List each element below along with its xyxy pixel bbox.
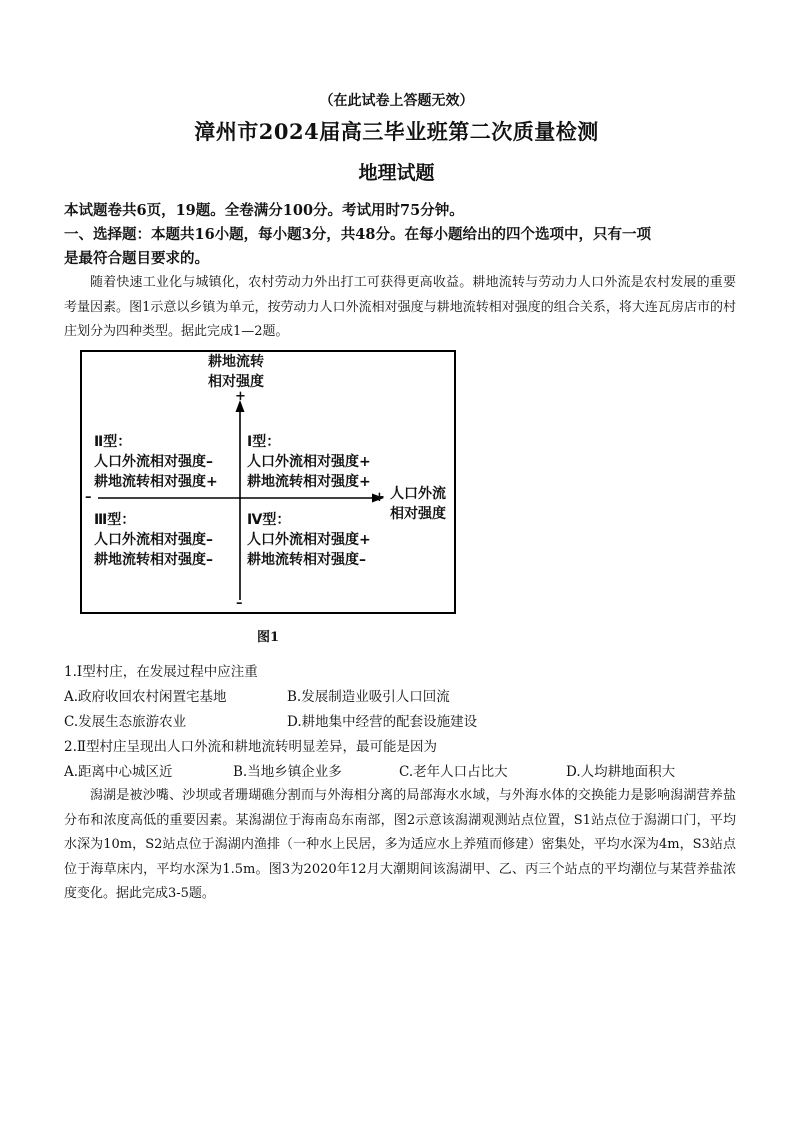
type2-line2: 耕地流转相对强度+	[94, 474, 218, 490]
x-axis-plus: +	[374, 490, 385, 505]
question-2-option-a[interactable]: A.距离中心城区近	[64, 764, 173, 780]
exam-title: 漳州市2024届高三毕业班第二次质量检测	[194, 119, 599, 144]
question-1-option-a[interactable]: A.政府收回农村闲置宅基地	[64, 689, 227, 705]
exam-subject: 地理试题	[358, 162, 435, 184]
y-axis-plus: +	[235, 389, 246, 404]
passage-1: 随着快速工业化与城镇化，农村劳动力外出打工可获得更高收益。耕地流转与劳动力人口外流是农村发展的重要考量因素。图1示意以乡镇为单元，按劳动力人口外流相对强度与耕地流转相对强度的组合关系，将大连瓦房店市的村庄划分为四种类型。据此完成1—2题。	[64, 275, 736, 339]
question-1-option-b[interactable]: B.发展制造业吸引人口回流	[287, 689, 450, 705]
type2-line1: 人口外流相对强度–	[94, 454, 213, 470]
section-instruction-line1: 一、选择题：本题共16小题，每小题3分，共48分。在每小题给出的四个选项中，只有一项	[64, 226, 651, 243]
type1-line2: 耕地流转相对强度+	[247, 474, 371, 490]
passage-2: 潟湖是被沙嘴、沙坝或者珊瑚礁分割而与外海相分离的局部海水水域，与外海水体的交换能力是影响潟湖营养盐分布和浓度高低的重要因素。某潟湖位于海南岛东南部，图2示意该潟湖观测站点位置，S1站点位于潟湖口门，平均水深为10m，S2站点位于潟湖内渔排（一种水上民居，多为适应水上养殖而修建）密集处，平均水深为4m，S3站点位于海草床内，平均水深为1.5m。图3为2020年12月大潮期间该潟湖甲、乙、丙三个站点的平均潮位与某营养盐浓度变化。据此完成3-5题。	[64, 788, 736, 901]
question-2-option-b[interactable]: B.当地乡镇企业多	[233, 764, 342, 780]
y-axis-label-line2: 相对强度	[208, 374, 264, 390]
figure-1	[80, 350, 456, 614]
type2-name: Ⅱ型：	[94, 434, 132, 450]
x-axis-label-line1: 人口外流	[390, 486, 446, 502]
x-axis-label-line2: 相对强度	[390, 506, 446, 522]
figure-1-caption: 图1	[257, 630, 280, 645]
question-1-stem: 1.Ⅰ型村庄，在发展过程中应注重	[64, 664, 258, 680]
type1-name: Ⅰ型：	[247, 434, 281, 450]
type4-name: Ⅳ型：	[247, 512, 291, 528]
type3-name: Ⅲ型：	[94, 512, 136, 528]
section-instruction-line2: 是最符合题目要求的。	[64, 250, 209, 267]
question-1-option-c[interactable]: C.发展生态旅游农业	[64, 714, 187, 730]
type1-line1: 人口外流相对强度+	[247, 454, 371, 470]
question-2-option-d[interactable]: D.人均耕地面积大	[566, 764, 676, 780]
exam-notice: （在此试卷上答题无效）	[319, 93, 474, 109]
exam-info: 本试题卷共6页，19题。全卷满分100分。考试用时75分钟。	[64, 202, 464, 219]
question-2-stem: 2.Ⅱ型村庄呈现出人口外流和耕地流转明显差异，最可能是因为	[64, 739, 438, 755]
question-1-option-d[interactable]: D.耕地集中经营的配套设施建设	[287, 714, 478, 730]
y-axis-minus: –	[236, 596, 243, 611]
y-axis-label-line1: 耕地流转	[208, 354, 264, 370]
x-axis-minus: –	[85, 490, 92, 505]
type3-line2: 耕地流转相对强度–	[94, 552, 213, 568]
type4-line2: 耕地流转相对强度–	[247, 552, 366, 568]
type4-line1: 人口外流相对强度+	[247, 532, 371, 548]
question-2-option-c[interactable]: C.老年人口占比大	[399, 764, 508, 780]
type3-line1: 人口外流相对强度–	[94, 532, 213, 548]
